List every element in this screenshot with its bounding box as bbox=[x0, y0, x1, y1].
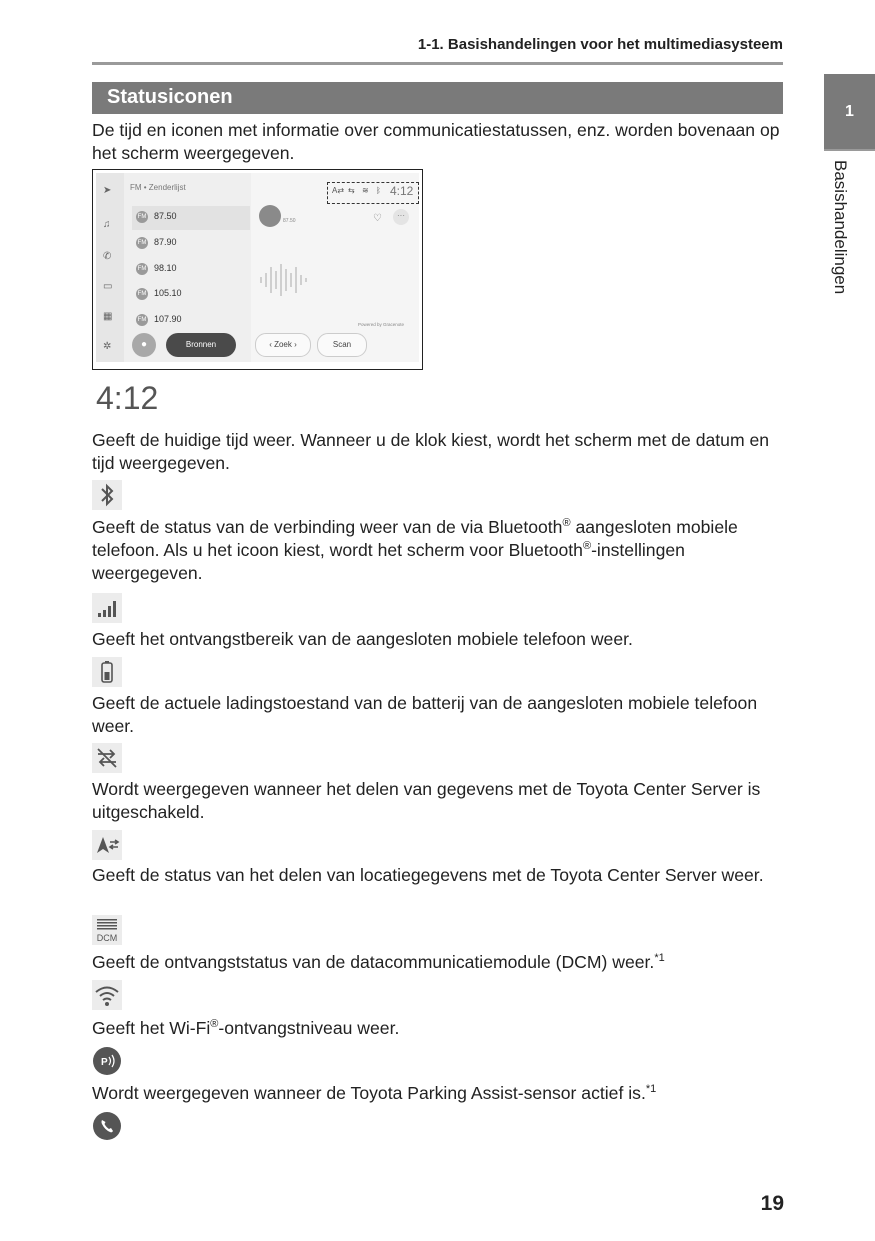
music-icon: ♫ bbox=[103, 219, 111, 230]
wifi-icon bbox=[92, 980, 122, 1010]
item-description: Geeft de actuele ladingstoestand van de batterij van de aangesloten mobiele telefoon weer. bbox=[92, 693, 758, 736]
now-playing-label: 87.50 bbox=[283, 218, 296, 224]
navigation-icon: ➤ bbox=[103, 185, 112, 196]
station-item bbox=[132, 258, 250, 282]
scan-button bbox=[317, 333, 367, 357]
bluetooth-icon: ᛒ bbox=[376, 186, 381, 195]
item-description: Geeft de huidige tijd weer. Wanneer u de klok kiest, wordt het scherm met de datum en tijd weergegeven. bbox=[92, 430, 770, 473]
screen-figure bbox=[92, 169, 423, 370]
station-frequency: 105.10 bbox=[154, 288, 182, 298]
item-text: Geeft de status van de verbinding weer van de via Bluetooth bbox=[92, 517, 563, 537]
data-sharing-off-icon: ⇆ bbox=[348, 186, 355, 195]
clock-display: 4:12 bbox=[390, 184, 414, 198]
item-description: Geeft de status van het delen van locatiegegevens met de Toyota Center Server weer. bbox=[92, 865, 764, 885]
sources-button: Bronnen bbox=[166, 333, 236, 357]
waveform-logo-icon bbox=[259, 205, 281, 227]
svg-text:P: P bbox=[101, 1057, 108, 1068]
item-description bbox=[92, 1017, 787, 1040]
item-description: Wordt weergegeven wanneer het delen van gegevens met de Toyota Center Server is uitgeschakeld. bbox=[92, 779, 761, 822]
station-item bbox=[132, 283, 250, 307]
radio-badge-icon: FM bbox=[136, 237, 148, 249]
parking-assist-icon bbox=[92, 1046, 122, 1076]
battery-icon bbox=[92, 657, 122, 687]
footnote-mark: *1 bbox=[654, 952, 665, 965]
scan-label: Scan bbox=[332, 340, 352, 349]
apps-icon: ▦ bbox=[103, 311, 113, 322]
dcm-label: DCM bbox=[96, 933, 118, 943]
footnote-mark: *1 bbox=[645, 1083, 657, 1096]
heart-icon: ♡ bbox=[373, 213, 382, 224]
now-playing-pane bbox=[251, 173, 419, 362]
screen-sidebar bbox=[96, 173, 124, 362]
status-icons-highlight bbox=[327, 182, 419, 204]
item-text: -instellingen weergegeven. bbox=[92, 540, 685, 583]
radio-badge-icon: FM bbox=[136, 263, 148, 275]
chevron-right-icon: › bbox=[291, 340, 297, 349]
dcm-icon bbox=[92, 915, 122, 945]
bluetooth-icon bbox=[92, 480, 122, 510]
radio-badge-icon: FM bbox=[136, 211, 148, 223]
chevron-left-icon: ‹ bbox=[269, 340, 275, 349]
item-text: Geeft het Wi-Fi bbox=[92, 1018, 211, 1038]
phone-icon: ✆ bbox=[103, 251, 112, 262]
station-frequency: 87.50 bbox=[154, 211, 177, 221]
item-description bbox=[92, 951, 787, 974]
item-text: aangesloten mobiele telefoon. Als u het icoon kiest, wordt het scherm voor Bluetooth bbox=[92, 517, 738, 560]
item-description bbox=[92, 1082, 787, 1105]
item-text: Geeft de ontvangststatus van de datacommunicatiemodule (DCM) weer. bbox=[92, 952, 655, 972]
screen-breadcrumb: FM • Zenderlijst bbox=[130, 183, 186, 192]
page-number: 19 bbox=[760, 1192, 784, 1215]
seek-button bbox=[255, 333, 311, 357]
microphone-icon: ● bbox=[132, 333, 156, 357]
settings-icon: ✲ bbox=[103, 341, 112, 352]
station-item bbox=[132, 232, 250, 256]
section-title: Statusiconen bbox=[107, 86, 233, 108]
registered-mark: ® bbox=[582, 540, 592, 553]
radio-badge-icon: FM bbox=[136, 288, 148, 300]
item-description: Geeft het ontvangstbereik van de aangesloten mobiele telefoon weer. bbox=[92, 629, 633, 649]
wifi-icon: ≋ bbox=[362, 186, 369, 195]
registered-mark: ® bbox=[562, 517, 571, 530]
station-item bbox=[132, 206, 250, 230]
station-frequency: 87.90 bbox=[154, 237, 177, 247]
registered-mark: ® bbox=[210, 1018, 219, 1031]
phone-icon bbox=[92, 1111, 122, 1141]
running-header: 1-1. Basishandelingen voor het multimediasysteem bbox=[417, 36, 783, 53]
station-item bbox=[132, 309, 250, 333]
item-text: Wordt weergegeven wanneer de Toyota Parking Assist-sensor actief is. bbox=[92, 1083, 646, 1103]
chapter-label: Basishandelingen bbox=[831, 160, 850, 295]
station-frequency: 107.90 bbox=[154, 314, 182, 324]
signal-strength-icon bbox=[92, 593, 122, 623]
chapter-tab-rule bbox=[824, 149, 875, 151]
item-description bbox=[92, 516, 787, 585]
location-sharing-icon: A⇄ bbox=[332, 186, 345, 195]
item-text: -ontvangstniveau weer. bbox=[218, 1018, 400, 1038]
waveform-icon bbox=[259, 263, 309, 297]
data-sharing-off-icon bbox=[92, 743, 122, 773]
station-frequency: 98.10 bbox=[154, 263, 177, 273]
seek-label: Zoek bbox=[274, 340, 292, 349]
powered-by-label: Powered by Gracenote bbox=[358, 322, 405, 327]
radio-badge-icon: FM bbox=[136, 314, 148, 326]
section-intro: De tijd en iconen met informatie over communicatiestatussen, enz. worden bovenaan op het scherm weergegeven. bbox=[92, 120, 780, 163]
clock-display: 4:12 bbox=[96, 380, 159, 416]
car-icon: ▭ bbox=[103, 281, 113, 292]
location-sharing-icon bbox=[92, 830, 122, 860]
header-rule bbox=[92, 62, 783, 65]
chapter-tab: 1 bbox=[824, 74, 875, 149]
more-icon: ··· bbox=[393, 209, 409, 225]
